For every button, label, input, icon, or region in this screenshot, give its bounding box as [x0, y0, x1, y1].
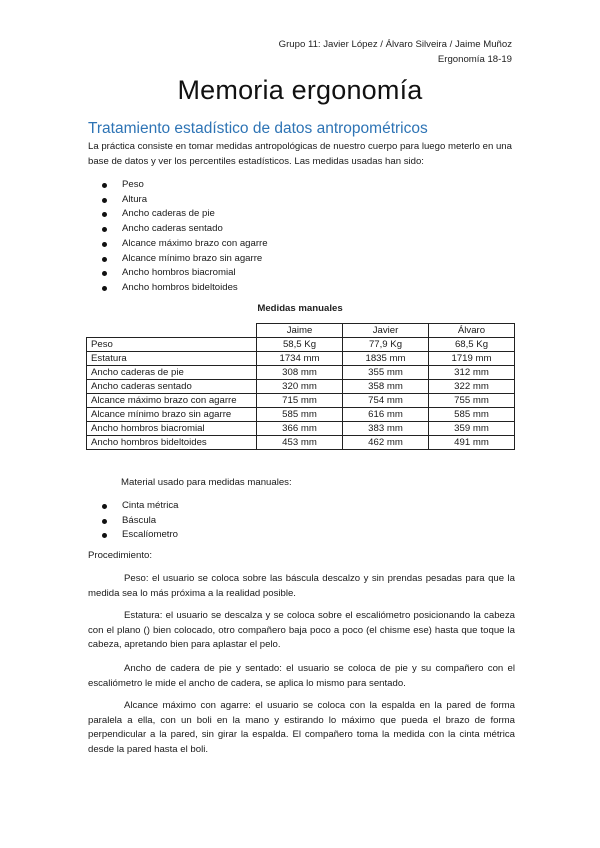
intro-paragraph: La práctica consiste en tomar medidas antropológicas de nuestro cuerpo para luego meterlo en una base de datos y ver los percentiles estadísticos. Las medidas usadas han sido: [88, 141, 512, 167]
header-group-line: Grupo 11: Javier López / Álvaro Silveira / Jaime Muñoz [278, 39, 512, 50]
cell-value: 491 mm [429, 436, 515, 450]
table-row [87, 366, 515, 380]
cell-value: 755 mm [429, 394, 515, 408]
cell-value: 715 mm [257, 394, 343, 408]
procedure-paragraph-peso: Peso: el usuario se coloca sobre las báscula descalzo y sin prendas pesadas para que la medida sea lo más próxima a la realidad posible. [88, 573, 515, 599]
column-header: Álvaro [429, 324, 515, 338]
row-label: Alcance mínimo brazo sin agarre [87, 408, 257, 422]
list-item: Escalíometro [100, 528, 179, 543]
table-header-row [87, 324, 515, 338]
cell-value: 462 mm [343, 436, 429, 450]
list-item: Peso [100, 178, 268, 193]
procedure-paragraph-ancho-cadera: Ancho de cadera de pie y sentado: el usuario se coloca de pie y su compañero con el escaliómetro le mide el ancho de cadera, se aplica lo mismo para sentado. [88, 663, 515, 689]
page-header [279, 37, 512, 67]
cell-value: 383 mm [343, 422, 429, 436]
list-item: Alcance mínimo brazo sin agarre [100, 252, 268, 267]
table-caption: Medidas manuales [257, 303, 343, 314]
cell-value: 68,5 Kg [429, 338, 515, 352]
cell-value: 1835 mm [343, 352, 429, 366]
cell-value: 58,5 Kg [257, 338, 343, 352]
cell-value: 366 mm [257, 422, 343, 436]
cell-value: 308 mm [257, 366, 343, 380]
list-item: Ancho hombros bideltoides [100, 281, 268, 296]
row-label: Peso [87, 338, 257, 352]
list-item: Altura [100, 193, 268, 208]
table-corner-cell [87, 324, 257, 338]
table-row [87, 408, 515, 422]
table-row [87, 338, 515, 352]
row-label: Ancho hombros bideltoides [87, 436, 257, 450]
list-item: Ancho caderas sentado [100, 222, 268, 237]
list-item: Ancho caderas de pie [100, 207, 268, 222]
cell-value: 585 mm [257, 408, 343, 422]
cell-value: 77,9 Kg [343, 338, 429, 352]
document-title: Memoria ergonomía [177, 75, 423, 105]
procedure-paragraph-estatura: Estatura: el usuario se descalza y se coloca sobre el escaliómetro posicionando la cabeza con el plano () bien colocado, otro compañero baja poco a poco (el chisme ese) hasta que toque la cabeza, apretando bien para aplastar el pelo. [88, 610, 515, 650]
row-label: Alcance máximo brazo con agarre [87, 394, 257, 408]
list-item: Ancho hombros biacromial [100, 266, 268, 281]
cell-value: 616 mm [343, 408, 429, 422]
measures-list [100, 178, 268, 296]
procedure-label: Procedimiento: [88, 550, 152, 561]
measurements-table [86, 323, 515, 450]
materials-intro: Material usado para medidas manuales: [121, 477, 292, 488]
column-header: Jaime [257, 324, 343, 338]
cell-value: 754 mm [343, 394, 429, 408]
row-label: Ancho hombros biacromial [87, 422, 257, 436]
cell-value: 320 mm [257, 380, 343, 394]
list-item: Alcance máximo brazo con agarre [100, 237, 268, 252]
cell-value: 1734 mm [257, 352, 343, 366]
header-course-line: Ergonomía 18-19 [437, 54, 512, 65]
table-row [87, 394, 515, 408]
row-label: Ancho caderas de pie [87, 366, 257, 380]
materials-list [100, 499, 179, 543]
procedure-paragraph-alcance: Alcance máximo con agarre: el usuario se coloca con la espalda en la pared de forma paralela a ella, con un boli en la mano y estirando lo máximo que pueda el brazo de forma perpendicular a la pared, sin girar la espalda. El compañero toma la medida con la cinta métrica desde la pared hasta el boli. [88, 700, 515, 755]
list-item: Cinta métrica [100, 499, 179, 514]
cell-value: 453 mm [257, 436, 343, 450]
cell-value: 359 mm [429, 422, 515, 436]
list-item: Báscula [100, 514, 179, 529]
row-label: Ancho caderas sentado [87, 380, 257, 394]
table-row [87, 436, 515, 450]
table-row [87, 352, 515, 366]
section-heading: Tratamiento estadístico de datos antropométricos [88, 120, 428, 137]
cell-value: 322 mm [429, 380, 515, 394]
cell-value: 358 mm [343, 380, 429, 394]
table-row [87, 380, 515, 394]
table-row [87, 422, 515, 436]
cell-value: 312 mm [429, 366, 515, 380]
cell-value: 585 mm [429, 408, 515, 422]
column-header: Javier [343, 324, 429, 338]
row-label: Estatura [87, 352, 257, 366]
cell-value: 1719 mm [429, 352, 515, 366]
cell-value: 355 mm [343, 366, 429, 380]
